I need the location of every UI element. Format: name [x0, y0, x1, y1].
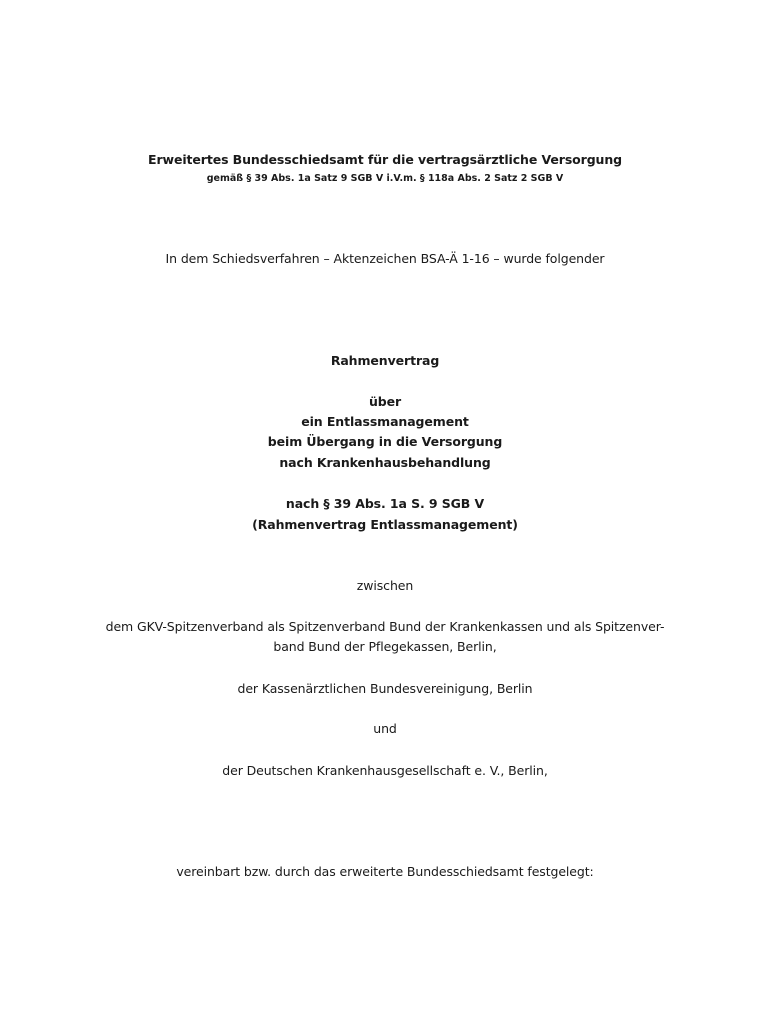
contract-line-2: ein Entlassmanagement — [301, 414, 469, 429]
closing-text: vereinbart bzw. durch das erweiterte Bundesschiedsamt festgelegt: — [176, 864, 594, 879]
and-label: und — [373, 721, 397, 736]
contract-short-title: (Rahmenvertrag Entlassmanagement) — [252, 517, 518, 532]
contract-line-3: beim Übergang in die Versorgung — [267, 434, 503, 449]
party-1-line-1: dem GKV-Spitzenverband als Spitzenverband Bund der Krankenkassen und als Spitzenver- — [105, 619, 665, 634]
contract-line-1: über — [368, 394, 402, 409]
contract-legal-basis: nach § 39 Abs. 1a S. 9 SGB V — [285, 496, 485, 511]
document-issuer-title: Erweitertes Bundesschiedsamt für die vertragsärztliche Versorgung — [148, 152, 622, 167]
contract-line-4: nach Krankenhausbehandlung — [279, 455, 491, 470]
intro-text: In dem Schiedsverfahren – Aktenzeichen BSA-Ä 1-16 – wurde folgender — [165, 251, 605, 266]
contract-heading: Rahmenvertrag — [330, 353, 440, 368]
party-2: der Kassenärztlichen Bundesvereinigung, Berlin — [237, 681, 533, 696]
party-3: der Deutschen Krankenhausgesellschaft e. V., Berlin, — [222, 763, 548, 778]
document-issuer-subtitle: gemäß § 39 Abs. 1a Satz 9 SGB V i.V.m. § 118a Abs. 2 Satz 2 SGB V — [206, 173, 564, 184]
party-1-line-2: band Bund der Pflegekassen, Berlin, — [273, 639, 497, 654]
between-label: zwischen — [356, 578, 414, 593]
